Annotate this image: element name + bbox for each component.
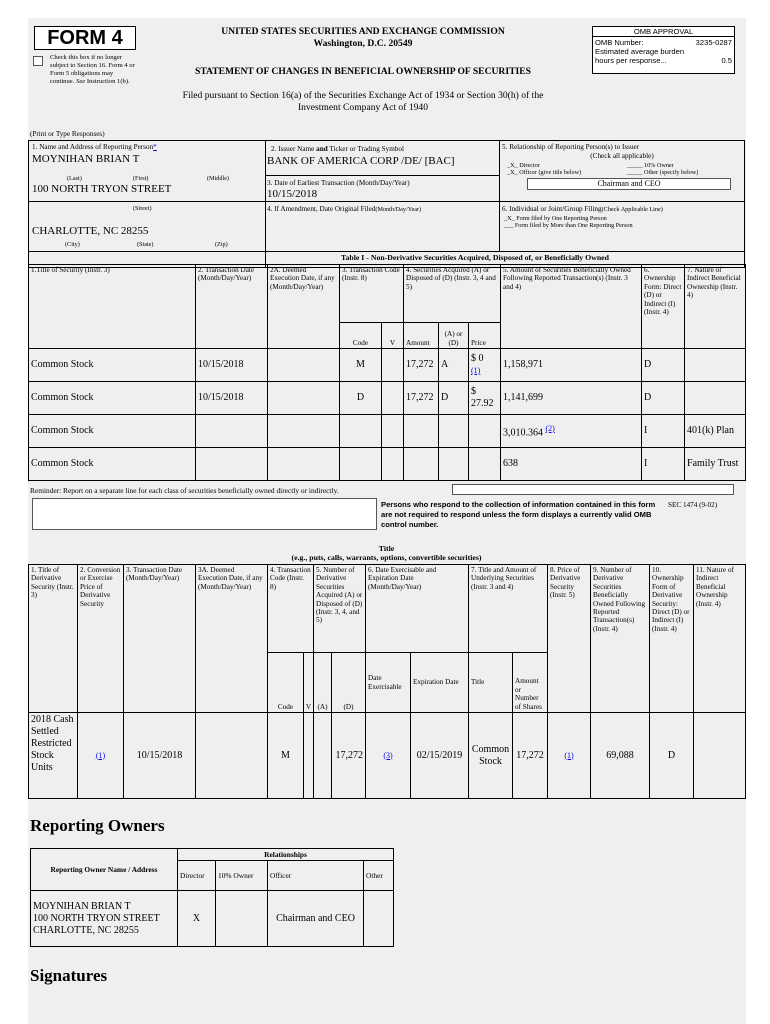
box1-label: 1. Name and Address of Reporting Person: [32, 143, 154, 151]
officer-label: Officer (give title below): [519, 169, 582, 176]
t1-h5: 5. Amount of Securities Beneficially Owned Following Reported Transaction(s) (Instr. 3 and 4): [501, 265, 642, 349]
street-label: (Street): [133, 205, 152, 212]
owner-other-value: [364, 891, 394, 947]
t2-code-header: Code: [268, 653, 304, 713]
t1-owned: 3,010.364: [503, 427, 544, 439]
reminder-text: Reminder: Report on a separate line for each class of securities beneficially owned directly or indirectly.: [30, 486, 339, 495]
form-title-box: [34, 26, 136, 50]
t1-security-title: Common Stock: [29, 415, 196, 448]
owner-name: MOYNIHAN BRIAN T: [33, 900, 131, 912]
box6-label: 6. Individual or Joint/Group Filing: [502, 205, 602, 213]
owner-city: CHARLOTTE, NC 28255: [33, 924, 139, 936]
t1-v: [382, 415, 404, 448]
t1-form: I: [642, 448, 685, 481]
t2-form: D: [650, 713, 694, 799]
t1-owned: 638: [501, 448, 642, 481]
zip-label: (Zip): [215, 241, 228, 248]
box3-label: 3. Date of Earliest Transaction (Month/Day/Year): [267, 179, 410, 187]
t1-deemed-date: [268, 349, 340, 382]
t1-v-header: V: [382, 323, 404, 349]
omb-number: 3235-0287: [695, 38, 732, 47]
t1-amount: [404, 415, 439, 448]
city-label: (City): [65, 241, 80, 248]
t1-h2a: 2A. Deemed Execution Date, if any (Month/Day/Year): [268, 265, 340, 349]
box6-line1: _X_ Form filed by One Reporting Person: [504, 215, 607, 222]
t1-form: D: [642, 382, 685, 415]
t1-h7: 7. Nature of Indirect Beneficial Ownership (Instr. 4): [685, 265, 746, 349]
box4-label: 4. If Amendment, Date Original Filed: [267, 205, 376, 213]
t2-expiration-header: Expiration Date: [411, 653, 469, 713]
checkbox-instr: Instruction 1(b).: [86, 78, 130, 85]
t1-transaction-date: 10/15/2018: [196, 349, 268, 382]
t2-nature: [694, 713, 746, 799]
statement-title: STATEMENT OF CHANGES IN BENEFICIAL OWNERSHIP OF SECURITIES: [195, 66, 531, 77]
owner-director-header: Director: [178, 861, 216, 891]
table2-subtitle: (e.g., puts, calls, warrants, options, convertible securities): [291, 553, 482, 562]
tenpct-label: 10% Owner: [644, 162, 674, 169]
t2-price-footnote-link[interactable]: (1): [564, 750, 574, 760]
t2-h5: 5. Number of Derivative Securities Acquired (A) or Disposed of (D) (Instr. 3, 4, and 5): [314, 565, 366, 653]
reporting-person-street: 100 NORTH TRYON STREET: [32, 183, 172, 195]
commission-name: UNITED STATES SECURITIES AND EXCHANGE COMMISSION: [221, 26, 505, 37]
filed-pursuant-line1: Filed pursuant to Section 16(a) of the Securities Exchange Act of 1934 or Section 30(h) of the: [182, 90, 544, 101]
owner-tenpct-header: 10% Owner: [216, 861, 268, 891]
table-row: [29, 382, 746, 415]
box5-check: (Check all applicable): [590, 152, 654, 160]
owner-tenpct-value: [216, 891, 268, 947]
t2-h6: 6. Date Exercisable and Expiration Date (Month/Day/Year): [366, 565, 469, 653]
t1-owned: 1,158,971: [501, 349, 642, 382]
t1-aord: A: [439, 349, 469, 382]
t2-h1: 1. Title of Derivative Security (Instr. 3): [29, 565, 78, 713]
t2-security-title: 2018 Cash Settled Restricted Stock Units: [29, 713, 78, 799]
t1-price-cell: [469, 349, 501, 382]
commission-city: Washington, D.C. 20549: [313, 38, 413, 49]
omb-hours-label: hours per response...: [595, 56, 667, 65]
reporting-owners-heading: Reporting Owners: [30, 816, 165, 835]
officer-title-field: Chairman and CEO: [527, 178, 731, 190]
signatures-heading: Signatures: [30, 966, 108, 985]
t1-nature: [685, 349, 746, 382]
box6-label-small: (Check Applicable Line): [601, 206, 663, 213]
director-label: Director: [519, 162, 540, 169]
t1-security-title: Common Stock: [29, 382, 196, 415]
t2-h9: 9. Number of Derivative Securities Beneficially Owned Following Reported Transaction(s) (Instr. 4): [591, 565, 650, 713]
t1-owned-footnote-link[interactable]: (2): [545, 423, 555, 433]
t1-amount: 17,272: [404, 349, 439, 382]
t1-code-header: Code: [340, 323, 382, 349]
omb-burden-label: Estimated average burden: [595, 47, 685, 56]
t1-deemed-date: [268, 448, 340, 481]
t2-h7: 7. Title and Amount of Underlying Securities (Instr. 3 and 4): [469, 565, 548, 653]
t2-a-header: (A): [314, 653, 332, 713]
omb-hours-row: [593, 56, 734, 65]
checkbox-see: See: [76, 78, 86, 85]
t1-nature: 401(k) Plan: [685, 415, 746, 448]
t1-code: [340, 448, 382, 481]
t1-transaction-date: 10/15/2018: [196, 382, 268, 415]
table-row: [29, 448, 746, 481]
t1-price-footnote-link[interactable]: (1): [471, 366, 481, 375]
checkbox-text: Check this box if no longer subject to Section 16. Form 4 or Form 5 obligations may continue.: [50, 54, 135, 85]
box6-label-row: [502, 205, 663, 213]
other-mark: _____: [627, 169, 643, 176]
persons-respond-notice: Persons who respond to the collection of information contained in this form are not required to respond unless the form displays a currently valid OMB control number.: [381, 500, 656, 529]
filed-pursuant-line2: Investment Company Act of 1940: [297, 102, 429, 113]
t1-owned: 1,141,699: [501, 382, 642, 415]
t1-aord: D: [439, 382, 469, 415]
omb-number-row: [593, 37, 734, 47]
t2-deemed-date: [196, 713, 268, 799]
t1-amount-header: Amount: [404, 323, 439, 349]
t1-price: [469, 415, 501, 448]
reporting-owners-table: [30, 848, 394, 947]
t2-h2: 2. Conversion or Exercise Price of Derivative Security: [78, 565, 124, 713]
t1-nature: Family Trust: [685, 448, 746, 481]
t1-nature: [685, 382, 746, 415]
t2-h8: 8. Price of Derivative Security (Instr. 5): [548, 565, 591, 713]
owner-name-header: Reporting Owner Name / Address: [31, 849, 178, 891]
t1-aord-header: (A) or (D): [439, 323, 469, 349]
owner-other-header: Other: [364, 861, 394, 891]
middle-label: (Middle): [207, 175, 229, 182]
t2-v: [304, 713, 314, 799]
t2-h4: 4. Transaction Code (Instr. 8): [268, 565, 314, 653]
t1-h3: 3. Transaction Code (Instr. 8): [340, 265, 404, 323]
t2-price-cell: [548, 713, 591, 799]
t2-h3a: 3A. Deemed Execution Date, if any (Month/Day/Year): [196, 565, 268, 713]
form-title: FORM 4: [47, 27, 123, 49]
reporting-info-grid: [28, 140, 745, 268]
t1-code: D: [340, 382, 382, 415]
t1-h6: 6. Ownership Form: Direct (D) or Indirect (I) (Instr. 4): [642, 265, 685, 349]
t1-transaction-date: [196, 415, 268, 448]
t2-amount-header: Amount or Number of Shares: [513, 653, 548, 713]
t2-underlying-title: Common Stock: [469, 713, 513, 799]
box4-label-row: [267, 205, 421, 213]
t2-exercisable-cell: [366, 713, 411, 799]
table-row: [29, 415, 746, 448]
t1-form: D: [642, 349, 685, 382]
t2-v-header: V: [304, 653, 314, 713]
earliest-transaction-date: 10/15/2018: [267, 188, 318, 200]
table-row: [29, 713, 746, 799]
table1-title: Table I - Non-Derivative Securities Acquired, Disposed of, or Beneficially Owned: [341, 253, 609, 262]
t2-exercisable-footnote-link[interactable]: (3): [383, 750, 393, 760]
table2-title: Title: [378, 544, 395, 553]
box2-label-and: and: [316, 145, 328, 153]
t1-amount: [404, 448, 439, 481]
t1-body: [29, 349, 746, 481]
t2-h10: 10. Ownership Form of Derivative Security: Direct (D) or Indirect (I) (Instr. 4): [650, 565, 694, 713]
owner-officer-value: Chairman and CEO: [268, 891, 364, 947]
t1-price: $ 27.92: [469, 382, 501, 415]
owner-street: 100 NORTH TRYON STREET: [33, 912, 160, 924]
box5-director-row: [507, 162, 540, 169]
other-label: Other (specify below): [644, 169, 699, 176]
t2-transaction-date: 10/15/2018: [124, 713, 196, 799]
t1-h1: 1.Title of Security (Instr. 3): [29, 265, 196, 349]
t1-price: [469, 448, 501, 481]
t1-v: [382, 349, 404, 382]
omb-approval-box: [592, 26, 735, 74]
t1-v: [382, 382, 404, 415]
box1-label-row: [32, 143, 157, 151]
t2-code: M: [268, 713, 304, 799]
box4-label-small: (Month/Day/Year): [375, 206, 422, 213]
box2-label-pre: 2. Issuer Name: [271, 145, 315, 153]
owner-name-address-cell: [31, 891, 178, 947]
t1-security-title: Common Stock: [29, 349, 196, 382]
relationships-header: Relationships: [178, 849, 394, 861]
print-type-note: (Print or Type Responses): [30, 130, 105, 138]
omb-hours: 0.5: [721, 56, 732, 65]
t2-h3: 3. Transaction Date (Month/Day/Year): [124, 565, 196, 713]
box5-officer-row: [507, 169, 581, 176]
t1-aord: [439, 448, 469, 481]
t1-v: [382, 448, 404, 481]
last-label: (Last): [67, 175, 82, 182]
t2-title-header: Title: [469, 653, 513, 713]
owner-director-mark: X: [178, 891, 216, 947]
state-label: (State): [137, 241, 154, 248]
box2-label-row: [271, 145, 404, 153]
t1-code: M: [340, 349, 382, 382]
box1-footnote-link[interactable]: *: [153, 143, 157, 151]
t1-h4: 4. Securities Acquired (A) or Disposed of (D) (Instr. 3, 4 and 5): [404, 265, 501, 323]
t1-owned-cell: [501, 415, 642, 448]
issuer-name-ticker: BANK OF AMERICA CORP /DE/ [BAC]: [267, 155, 455, 167]
reminder-blank-box: [32, 498, 377, 530]
t1-h2: 2. Transaction Date (Month/Day/Year): [196, 265, 268, 349]
form-page: [28, 18, 746, 1024]
omb-number-label: OMB Number:: [595, 38, 644, 47]
owner-officer-header: Officer: [268, 861, 364, 891]
t2-a: [314, 713, 332, 799]
reporting-person-name: MOYNIHAN BRIAN T: [32, 153, 140, 165]
t2-d: 17,272: [332, 713, 366, 799]
no-longer-subject-checkbox[interactable]: [33, 56, 43, 66]
table1-non-derivative: [28, 264, 746, 481]
t1-deemed-date: [268, 415, 340, 448]
sec-form-number: SEC 1474 (9-02): [668, 501, 718, 509]
t2-expiration-date: 02/15/2019: [411, 713, 469, 799]
reminder-blank-field: [452, 484, 734, 495]
t1-deemed-date: [268, 382, 340, 415]
box5-other-row: [627, 169, 698, 176]
t1-transaction-date: [196, 448, 268, 481]
t2-h11: 11. Nature of Indirect Beneficial Ownership (Instr. 4): [694, 565, 746, 713]
t2-conversion-cell: [78, 713, 124, 799]
t2-underlying-amount: 17,272: [513, 713, 548, 799]
omb-title: OMB APPROVAL: [593, 27, 734, 37]
officer-mark: _X_: [507, 169, 518, 176]
box5-tenpct-row: [627, 162, 674, 169]
t2-conversion-footnote-link[interactable]: (1): [95, 750, 106, 760]
t1-code: [340, 415, 382, 448]
t1-amount: 17,272: [404, 382, 439, 415]
t1-form: I: [642, 415, 685, 448]
first-label: (First): [133, 175, 149, 182]
box2-label-post: Ticker or Trading Symbol: [329, 145, 404, 153]
reporting-person-city-state: CHARLOTTE, NC 28255: [32, 225, 149, 237]
t1-aord: [439, 415, 469, 448]
checkbox-text-block: [50, 54, 136, 86]
t2-d-header: (D): [332, 653, 366, 713]
tenpct-mark: _____: [627, 162, 643, 169]
t1-price-header: Price: [469, 323, 501, 349]
t2-owned: 69,088: [591, 713, 650, 799]
table2-derivative: [28, 564, 746, 799]
table-row: [31, 891, 394, 947]
box6-line2: ___ Form filed by More than One Reporting Person: [504, 222, 633, 229]
t2-date-exercisable-header: Date Exercisable: [366, 653, 411, 713]
table-row: [29, 349, 746, 382]
box5-label: 5. Relationship of Reporting Person(s) to Issuer: [502, 143, 640, 151]
t1-price: $ 0: [471, 353, 484, 364]
t1-security-title: Common Stock: [29, 448, 196, 481]
director-mark: _X_: [507, 162, 518, 169]
